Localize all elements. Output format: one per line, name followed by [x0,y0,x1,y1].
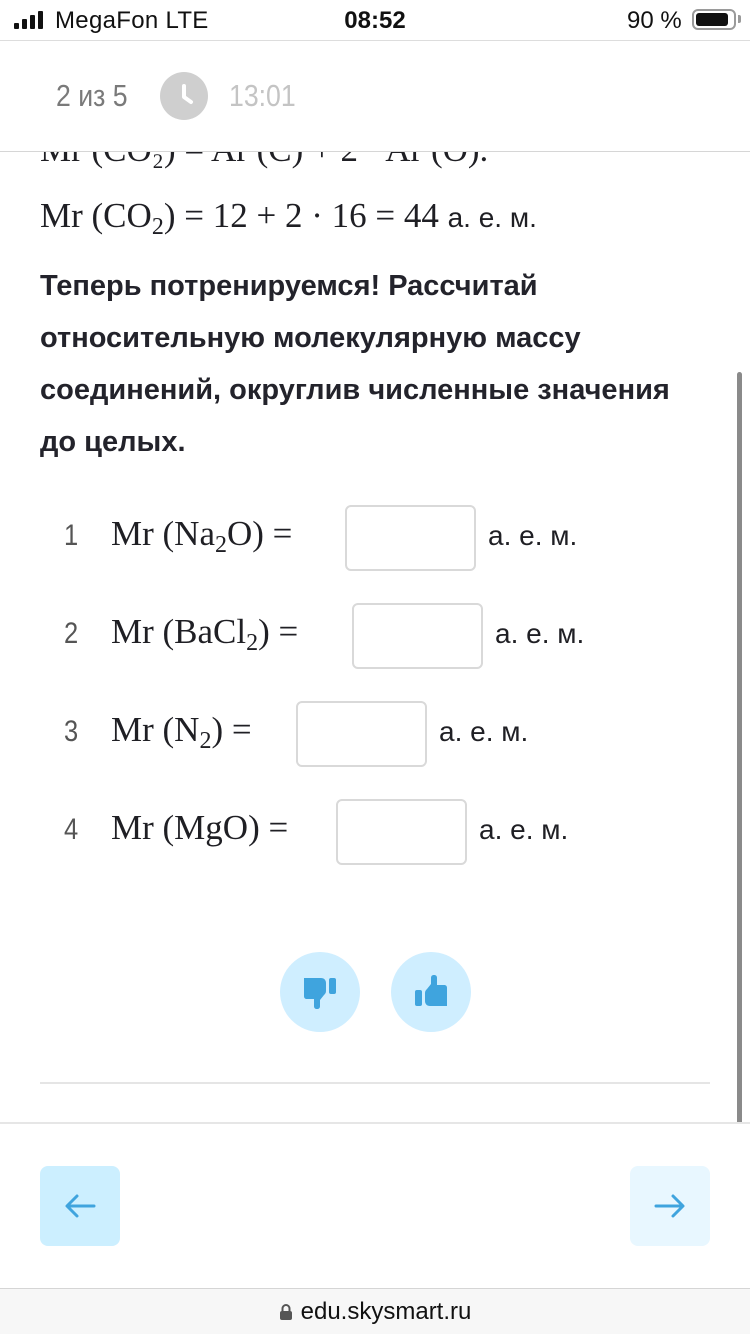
task-counter: 2 из 5 [56,78,128,113]
browser-url-bar[interactable] [0,1288,750,1334]
lesson-content [0,152,750,1122]
answer-input-2[interactable] [352,603,483,669]
next-button[interactable] [630,1166,710,1246]
task-row [0,701,750,767]
unit-label: а. е. м. [439,716,529,747]
battery-cap [738,15,741,23]
task-row [0,603,750,669]
task-formula: Mr $(Na_2O)$ = [111,514,293,558]
formula-example: Mr $(CO_2) = 12 + 2 \cdot 16 = 44$ а. е. м. [40,196,537,240]
task-number: 3 [64,715,79,748]
thumbs-up-icon [411,972,451,1012]
task-number: 2 [64,617,79,650]
previous-button[interactable] [40,1166,120,1246]
lock-icon [279,1303,293,1321]
unit-label: а. е. м. [488,520,578,551]
footer-nav [0,1122,750,1288]
arrow-left-icon [62,1188,98,1224]
status-time: 08:52 [344,7,406,34]
task-row [0,505,750,571]
dislike-button[interactable] [280,952,360,1032]
task-formula: Mr (BaCl$_2$) = [111,612,299,656]
arrow-right-icon [652,1188,688,1224]
battery-percent: 90 % [627,7,682,34]
task-formula: Mr $(N_2)$ = [111,710,252,754]
answer-input-4[interactable] [336,799,467,865]
instruction-text: Теперь потренируемся! Рассчитай относительную молекулярную массу соединений, округлив численные значения до целых. [40,270,670,458]
scrollbar[interactable] [737,372,742,1216]
url-text: edu.skysmart.ru [300,1297,472,1325]
clock-icon [160,72,208,120]
unit-label: а. е. м. [479,814,569,845]
timer-text: 13:01 [229,78,296,113]
unit-label: а. е. м. [447,202,537,233]
carrier-label: MegaFon LTE [55,7,209,34]
battery-icon [692,9,736,30]
thumbs-down-icon [300,972,340,1012]
unit-label: а. е. м. [495,618,585,649]
task-formula: Mr (MgO) = [111,808,289,847]
task-number: 1 [64,519,79,552]
section-divider [40,1082,710,1084]
task-row [0,799,750,865]
answer-input-1[interactable] [345,505,476,571]
task-number: 4 [64,813,79,846]
like-button[interactable] [391,952,471,1032]
lesson-header [0,40,750,152]
status-bar [0,0,750,40]
answer-input-3[interactable] [296,701,427,767]
